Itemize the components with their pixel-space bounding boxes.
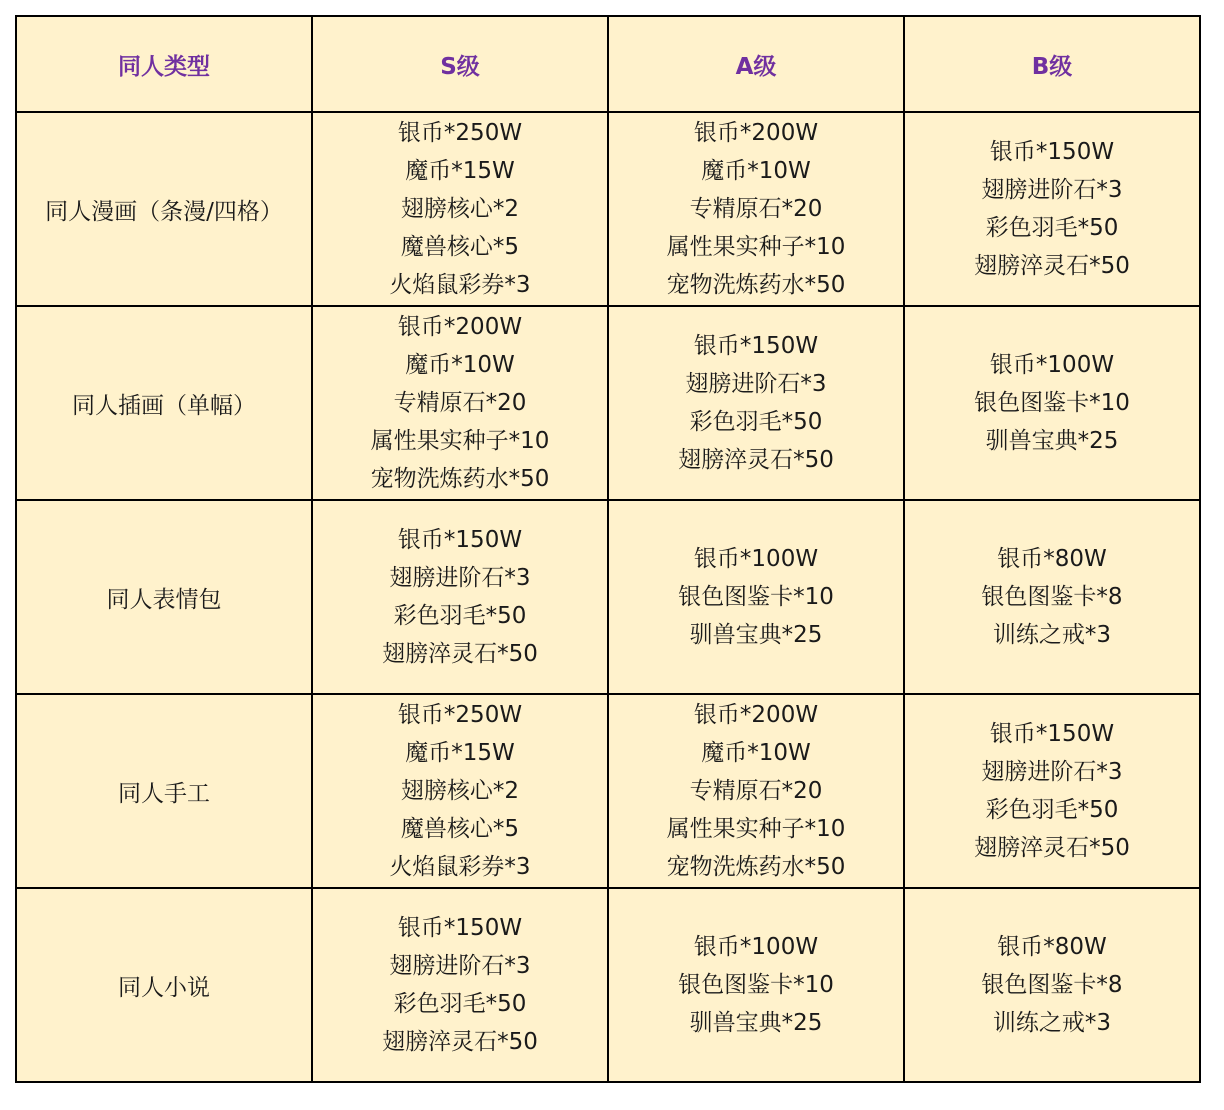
type-label: 同人漫画（条漫/四格） <box>45 198 283 225</box>
type-cell <box>16 112 312 306</box>
reward-item: 属性果实种子*10 <box>370 428 550 454</box>
reward-item: 翅膀淬灵石*50 <box>382 1029 538 1055</box>
reward-item: 翅膀进阶石*3 <box>981 177 1123 203</box>
reward-table <box>15 15 1201 1083</box>
reward-item: 彩色羽毛*50 <box>393 603 527 629</box>
b-grade-rewards-cell <box>904 888 1200 1082</box>
reward-item: 翅膀淬灵石*50 <box>974 835 1130 861</box>
reward-item: 魔币*10W <box>701 158 811 184</box>
reward-item: 火焰鼠彩券*3 <box>389 272 531 298</box>
reward-item: 翅膀进阶石*3 <box>981 759 1123 785</box>
reward-item: 翅膀淬灵石*50 <box>678 447 834 473</box>
reward-item: 银币*100W <box>693 546 819 572</box>
reward-item: 宠物洗炼药水*50 <box>666 854 846 880</box>
reward-item: 训练之戒*3 <box>992 622 1112 648</box>
reward-item: 驯兽宝典*25 <box>689 1010 823 1036</box>
reward-item: 驯兽宝典*25 <box>985 428 1119 454</box>
s-grade-rewards-cell <box>312 888 608 1082</box>
b-grade-rewards-cell <box>904 500 1200 694</box>
header-b-grade: B级 <box>904 16 1200 112</box>
reward-item: 训练之戒*3 <box>992 1010 1112 1036</box>
reward-item: 银币*200W <box>397 314 523 340</box>
reward-item: 魔兽核心*5 <box>400 234 520 260</box>
reward-item: 翅膀淬灵石*50 <box>382 641 538 667</box>
type-cell <box>16 694 312 888</box>
reward-item: 魔兽核心*5 <box>400 816 520 842</box>
reward-item: 银币*250W <box>397 120 523 146</box>
reward-item: 魔币*15W <box>405 158 515 184</box>
reward-item: 翅膀核心*2 <box>400 778 520 804</box>
s-grade-rewards-cell <box>312 500 608 694</box>
b-grade-rewards-cell <box>904 112 1200 306</box>
reward-item: 宠物洗炼药水*50 <box>666 272 846 298</box>
type-label: 同人手工 <box>118 780 210 807</box>
reward-item: 彩色羽毛*50 <box>689 409 823 435</box>
table-row <box>16 694 1200 888</box>
reward-item: 专精原石*20 <box>689 196 823 222</box>
reward-item: 翅膀进阶石*3 <box>685 371 827 397</box>
header-a-grade: A级 <box>608 16 904 112</box>
reward-item: 银币*150W <box>397 915 523 941</box>
reward-item: 银色图鉴卡*8 <box>981 972 1123 998</box>
reward-item: 翅膀淬灵石*50 <box>974 253 1130 279</box>
reward-item: 属性果实种子*10 <box>666 816 846 842</box>
type-label: 同人小说 <box>118 974 210 1001</box>
reward-item: 银币*150W <box>693 333 819 359</box>
type-label: 同人插画（单幅） <box>72 392 256 419</box>
reward-item: 银色图鉴卡*10 <box>974 390 1130 416</box>
reward-item: 专精原石*20 <box>393 390 527 416</box>
reward-item: 银币*100W <box>989 352 1115 378</box>
reward-item: 宠物洗炼药水*50 <box>370 466 550 492</box>
table-body <box>16 112 1200 1082</box>
type-cell <box>16 888 312 1082</box>
reward-item: 银币*80W <box>997 546 1107 572</box>
reward-item: 彩色羽毛*50 <box>393 991 527 1017</box>
header-row <box>16 16 1200 112</box>
reward-item: 银币*100W <box>693 934 819 960</box>
reward-item: 魔币*15W <box>405 740 515 766</box>
reward-item: 驯兽宝典*25 <box>689 622 823 648</box>
table-row <box>16 112 1200 306</box>
reward-item: 银币*80W <box>997 934 1107 960</box>
b-grade-rewards-cell <box>904 694 1200 888</box>
reward-item: 彩色羽毛*50 <box>985 215 1119 241</box>
a-grade-rewards-cell <box>608 112 904 306</box>
s-grade-rewards-cell <box>312 694 608 888</box>
table-row <box>16 306 1200 500</box>
reward-item: 魔币*10W <box>405 352 515 378</box>
reward-item: 银币*200W <box>693 702 819 728</box>
reward-item: 魔币*10W <box>701 740 811 766</box>
reward-item: 银色图鉴卡*10 <box>678 972 834 998</box>
table-row <box>16 500 1200 694</box>
reward-item: 火焰鼠彩券*3 <box>389 854 531 880</box>
s-grade-rewards-cell <box>312 306 608 500</box>
reward-item: 彩色羽毛*50 <box>985 797 1119 823</box>
type-cell <box>16 500 312 694</box>
table-row <box>16 888 1200 1082</box>
reward-item: 翅膀核心*2 <box>400 196 520 222</box>
a-grade-rewards-cell <box>608 888 904 1082</box>
a-grade-rewards-cell <box>608 694 904 888</box>
reward-item: 专精原石*20 <box>689 778 823 804</box>
header-type: 同人类型 <box>16 16 312 112</box>
reward-item: 翅膀进阶石*3 <box>389 953 531 979</box>
reward-item: 银币*150W <box>989 721 1115 747</box>
reward-item: 属性果实种子*10 <box>666 234 846 260</box>
type-cell <box>16 306 312 500</box>
type-label: 同人表情包 <box>106 586 222 613</box>
a-grade-rewards-cell <box>608 500 904 694</box>
reward-item: 银币*200W <box>693 120 819 146</box>
reward-item: 银色图鉴卡*10 <box>678 584 834 610</box>
reward-item: 银币*150W <box>397 527 523 553</box>
header-s-grade: S级 <box>312 16 608 112</box>
reward-item: 银色图鉴卡*8 <box>981 584 1123 610</box>
reward-item: 银币*250W <box>397 702 523 728</box>
s-grade-rewards-cell <box>312 112 608 306</box>
reward-item: 翅膀进阶石*3 <box>389 565 531 591</box>
b-grade-rewards-cell <box>904 306 1200 500</box>
reward-item: 银币*150W <box>989 139 1115 165</box>
a-grade-rewards-cell <box>608 306 904 500</box>
